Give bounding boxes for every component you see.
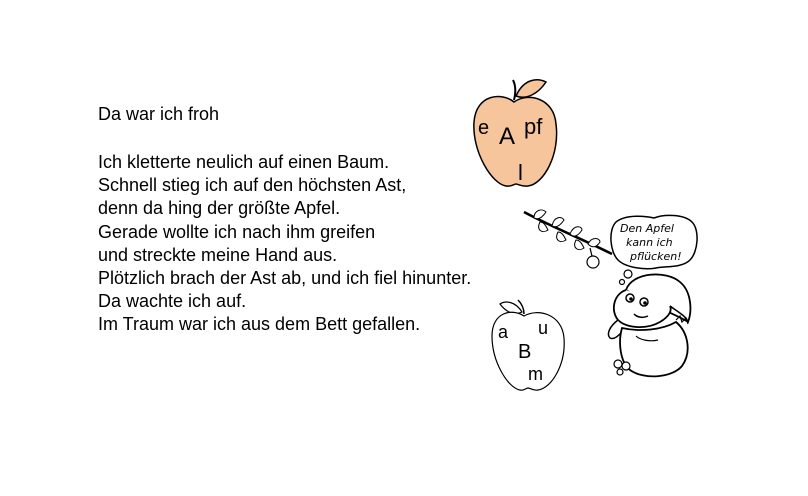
apple-leaf <box>516 80 546 97</box>
story-line: Plötzlich brach der Ast ab, und ich fiel hinunter. <box>98 268 472 289</box>
speech-line: kann ich <box>626 236 673 249</box>
apple-letter: pf <box>524 114 543 139</box>
story-title: Da war ich froh <box>98 104 220 124</box>
story-line: Ich kletterte neulich auf einen Baum. <box>98 152 390 172</box>
story-line: denn da hing der größte Apfel. <box>98 198 341 219</box>
apple-letter: l <box>518 160 523 185</box>
apple-body <box>474 97 557 187</box>
apple-baum-icon <box>484 296 574 396</box>
flower-icon <box>614 360 622 368</box>
apple-letter: B <box>518 341 532 363</box>
body <box>620 322 688 376</box>
apple-stem <box>513 80 515 100</box>
apple-letter: m <box>528 364 543 384</box>
speech-line: pflücken! <box>630 250 682 263</box>
apple-letter: u <box>538 318 549 338</box>
branch-illustration <box>520 208 620 270</box>
story-line: Im Traum war ich aus dem Bett gefallen. <box>98 314 421 335</box>
story-line: Da wachte ich auf. <box>98 291 247 312</box>
story-line: Schnell stieg ich auf den höchsten Ast, <box>98 175 407 196</box>
apple-letter: A <box>499 123 516 150</box>
story-line: und streckte meine Hand aus. <box>98 244 338 265</box>
story-line: Gerade wollte ich nach ihm greifen <box>98 221 376 242</box>
story-text <box>98 151 471 337</box>
apple-letter: a <box>498 322 509 342</box>
apple-letter: e <box>478 117 490 139</box>
speech-line: Den Apfel <box>620 222 674 235</box>
apple-apfel-icon <box>466 74 566 194</box>
child-character-illustration <box>596 266 706 386</box>
